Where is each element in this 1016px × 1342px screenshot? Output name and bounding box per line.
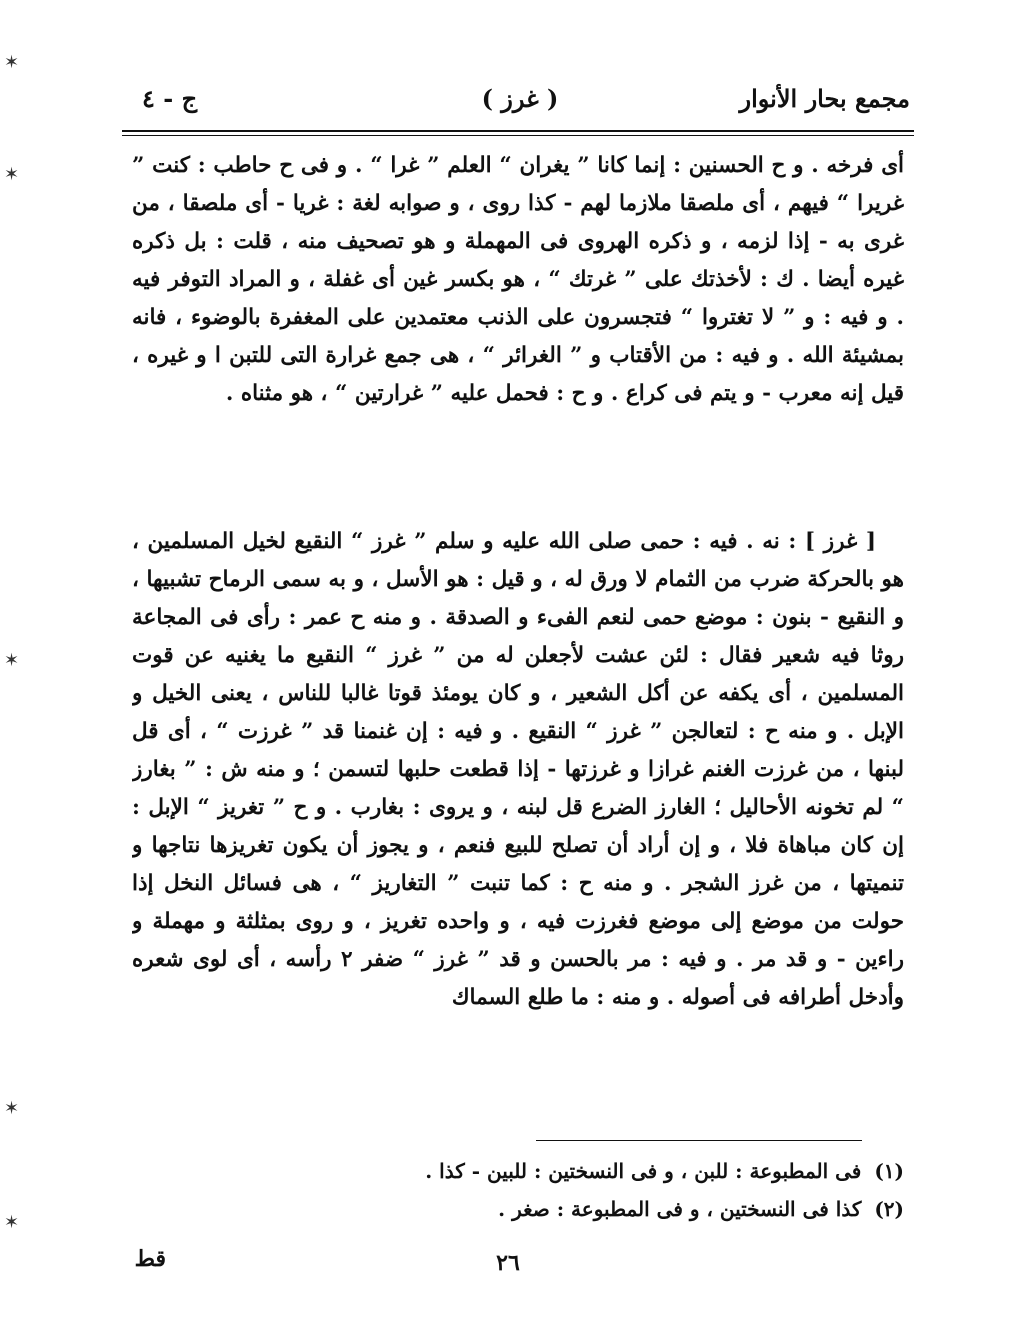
- footnote-text: فى المطبوعة : للبن ، و فى النسختين : للبين - كذا .: [425, 1159, 862, 1183]
- paragraph-continuation: أى فرخه . و ح الحسنين : إنما كانا ” يغران “ العلم ” غرا “ . و فى ح حاطب : كنت ” غريرا “ فيهم ، أى ملصقا ملازما لهم - كذا روى ، و صوابه لغة : غريا - أى ملصقا ، من غرى به - إذا لزمه ، و ذكره الهروى فى المهملة و هو تصحيف منه ، قلت : بل ذكره غيره أيضا . ك : لأخذتك على ” غرتك “ ، هو بكسر غين أى غفلة ، و المراد التوفر فيه . و فيه : و ” لا تغتروا “ فتجسرون على الذنب معتمدين على المغفرة بالوضوء ، فانه بمشيئة الله . و فيه : من الأقتاب و ” الغرائر “ ، هى جمع غرارة التى للتبن ا و غيره ، قيل إنه معرب - و يتم فى كراع . و ح : فحمل عليه ” غرارتين “ ، هو مثناه .: [132, 153, 904, 406]
- margin-star-icon: ✶: [4, 164, 20, 185]
- footnote-2: [380, 1190, 904, 1228]
- entry-root-heading: ( غرز ): [481, 84, 559, 113]
- footnote-marker: (١): [874, 1159, 904, 1183]
- margin-star-icon: ✶: [4, 650, 20, 671]
- book-title: مجمع بحار الأنوار: [739, 84, 910, 113]
- margin-star-icon: ✶: [4, 1098, 20, 1119]
- footnote-text: كذا فى النسختين ، و فى المطبوعة : صغر .: [498, 1197, 862, 1221]
- footnote-1: [380, 1152, 904, 1190]
- running-head: [130, 80, 910, 124]
- footnote-marker: (٢): [874, 1197, 904, 1221]
- page-number: ٢٦: [496, 1250, 520, 1276]
- footnote-rule: [536, 1140, 862, 1141]
- paragraph-entry-gharaz: [ غرز ] : نه . فيه : حمى صلى الله عليه و سلم ” غرز “ النقيع لخيل المسلمين ، هو بالحركة ضرب من الثمام لا ورق له ، و قيل : هو الأسل ، و به سمى الرماح تشبيها ، و النقيع - بنون : موضع حمى لنعم الفىء و الصدقة . و منه ح عمر : رأى فى المجاعة روثا فيه شعير فقال : لئن عشت لأجعلن له من ” غرز “ النقيع ما يغنيه عن قوت المسلمين ، أى يكفه عن أكل الشعير ، و كان يومئذ قوتا غالبا للناس ، يعنى الخيل و الإبل . و منه ح : لتعالجن ” غرز “ النقيع . و فيه : إن غنمنا قد ” غرزت “ ، أى قل لبنها ، من غرزت الغنم غرازا و غرزتها - إذا قطعت حلبها لتسمن ؛ و منه ش : ” بغارز “ لم تخونه الأحاليل ؛ الغارز الضرع قل لبنه ، و يروى : بغارب . و ح ” تغريز “ الإبل : إن كان مباهاة فلا ، و إن أراد أن تصلح للبيع فنعم ، و يجوز أن يكون تغريزها نتاجها و تنميتها ، من غرز الشجر . و منه ح : كما تنبت ” التغاريز “ ، هى فسائل النخل إذا حولت من موضع إلى موضع فغرزت فيه ، و واحده تغريز ، و روى بمثلثة و مهملة و راءين - و قد مر . و فيه : مر بالحسن و قد ” غرز “ ضفر ٢ رأسه ، أى لوى شعره وأدخل أطرافه فى أصوله . و منه : ما طلع السماك: [132, 529, 904, 1010]
- margin-star-icon: ✶: [4, 52, 20, 73]
- signature-mark: قط: [134, 1246, 166, 1272]
- header-rule-thin: [122, 135, 914, 136]
- margin-star-icon: ✶: [4, 1212, 20, 1233]
- main-text: [132, 147, 904, 1113]
- footnotes: [380, 1152, 904, 1228]
- volume-number: ج - ٤: [142, 84, 198, 113]
- header-rule-thick: [122, 130, 914, 132]
